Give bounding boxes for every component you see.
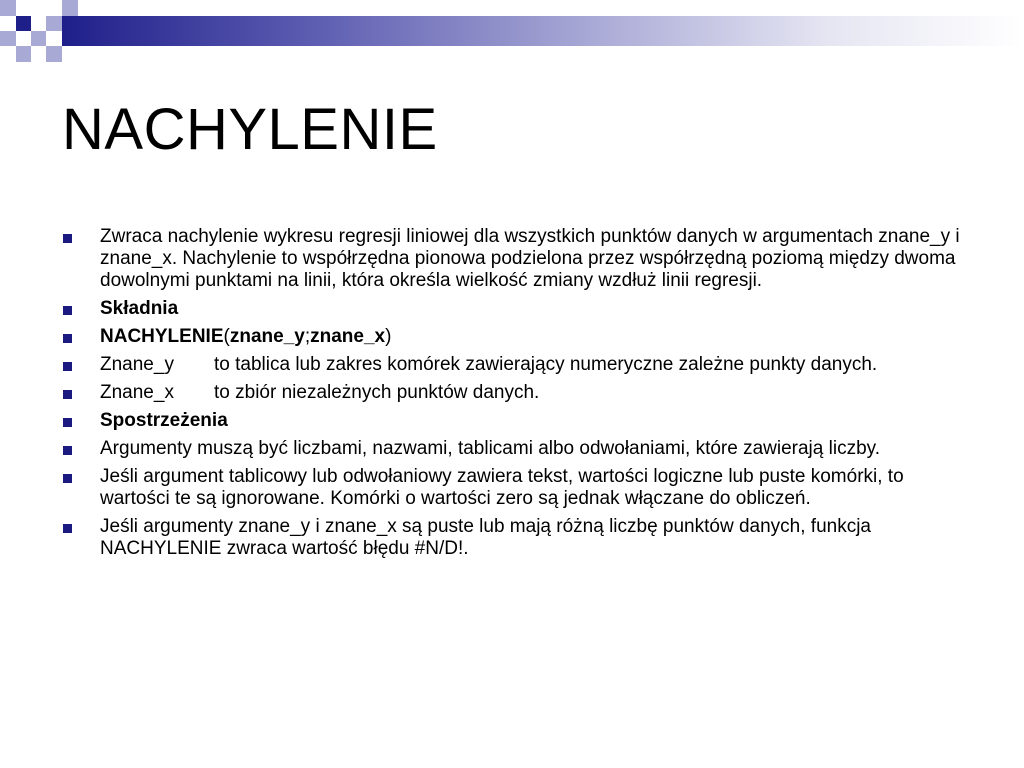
decor-square [16,16,31,31]
decor-square [31,0,46,16]
square-bullet-icon [63,306,72,315]
bullet-text: Argumenty muszą być liczbami, nazwami, tablicami albo odwołaniami, które zawierają liczby. [100,438,881,459]
syntax-heading: Składnia [100,298,179,319]
bullet-text: Zwraca nachylenie wykresu regresji liniowej dla wszystkich punktów danych w argumentach znane_y i znane_x. Nachylenie to współrzędna pionowa podzielona przez współrzędną poziomą między dwoma dowolnymi punktami na linii, która określa wielkość zmiany wzdłuż linii regresji. [100,226,960,291]
square-bullet-icon [63,418,72,427]
list-item [62,382,962,404]
list-item [62,354,962,376]
decor-square [16,46,31,62]
slide-title: NACHYLENIE [62,97,438,162]
argument-description: to tablica lub zakres komórek zawierający numeryczne zależne punkty danych. [214,354,878,375]
argument-term: Znane_x [100,382,174,403]
square-bullet-icon [63,334,72,343]
argument-known-x: znane_x [310,326,386,347]
square-bullet-icon [63,446,72,455]
list-item [62,410,962,432]
corner-decoration [0,0,1024,70]
decor-square [62,0,78,16]
list-item [62,298,962,320]
close-paren: ) [385,326,392,347]
list-item [62,438,962,460]
square-bullet-icon [63,362,72,371]
argument-term: Znane_y [100,354,174,375]
square-bullet-icon [63,390,72,399]
function-name: NACHYLENIE [100,326,224,347]
bullet-list [62,226,962,566]
square-bullet-icon [63,474,72,483]
bullet-text: Jeśli argumenty znane_y i znane_x są puste lub mają różną liczbę punktów danych, funkcja NACHYLENIE zwraca wartość błędu #N/D!. [100,516,871,559]
separator: ; [304,326,311,347]
list-item [62,326,962,348]
decor-square [0,31,16,46]
argument-known-y: znane_y [229,326,305,347]
decor-square [0,0,16,16]
remarks-heading: Spostrzeżenia [100,410,228,431]
list-item [62,466,962,510]
open-paren: ( [223,326,230,347]
square-bullet-icon [63,524,72,533]
decor-square [31,31,46,46]
decor-square [46,46,62,62]
decor-square [46,16,62,31]
list-item [62,226,962,292]
bullet-text: Jeśli argument tablicowy lub odwołaniowy zawiera tekst, wartości logiczne lub puste komórki, to wartości te są ignorowane. Komórki o wartości zero są jednak włączane do obliczeń. [100,466,904,509]
list-item [62,516,962,560]
header-gradient-bar [62,16,1024,46]
square-bullet-icon [63,234,72,243]
argument-description: to zbiór niezależnych punktów danych. [214,382,540,403]
